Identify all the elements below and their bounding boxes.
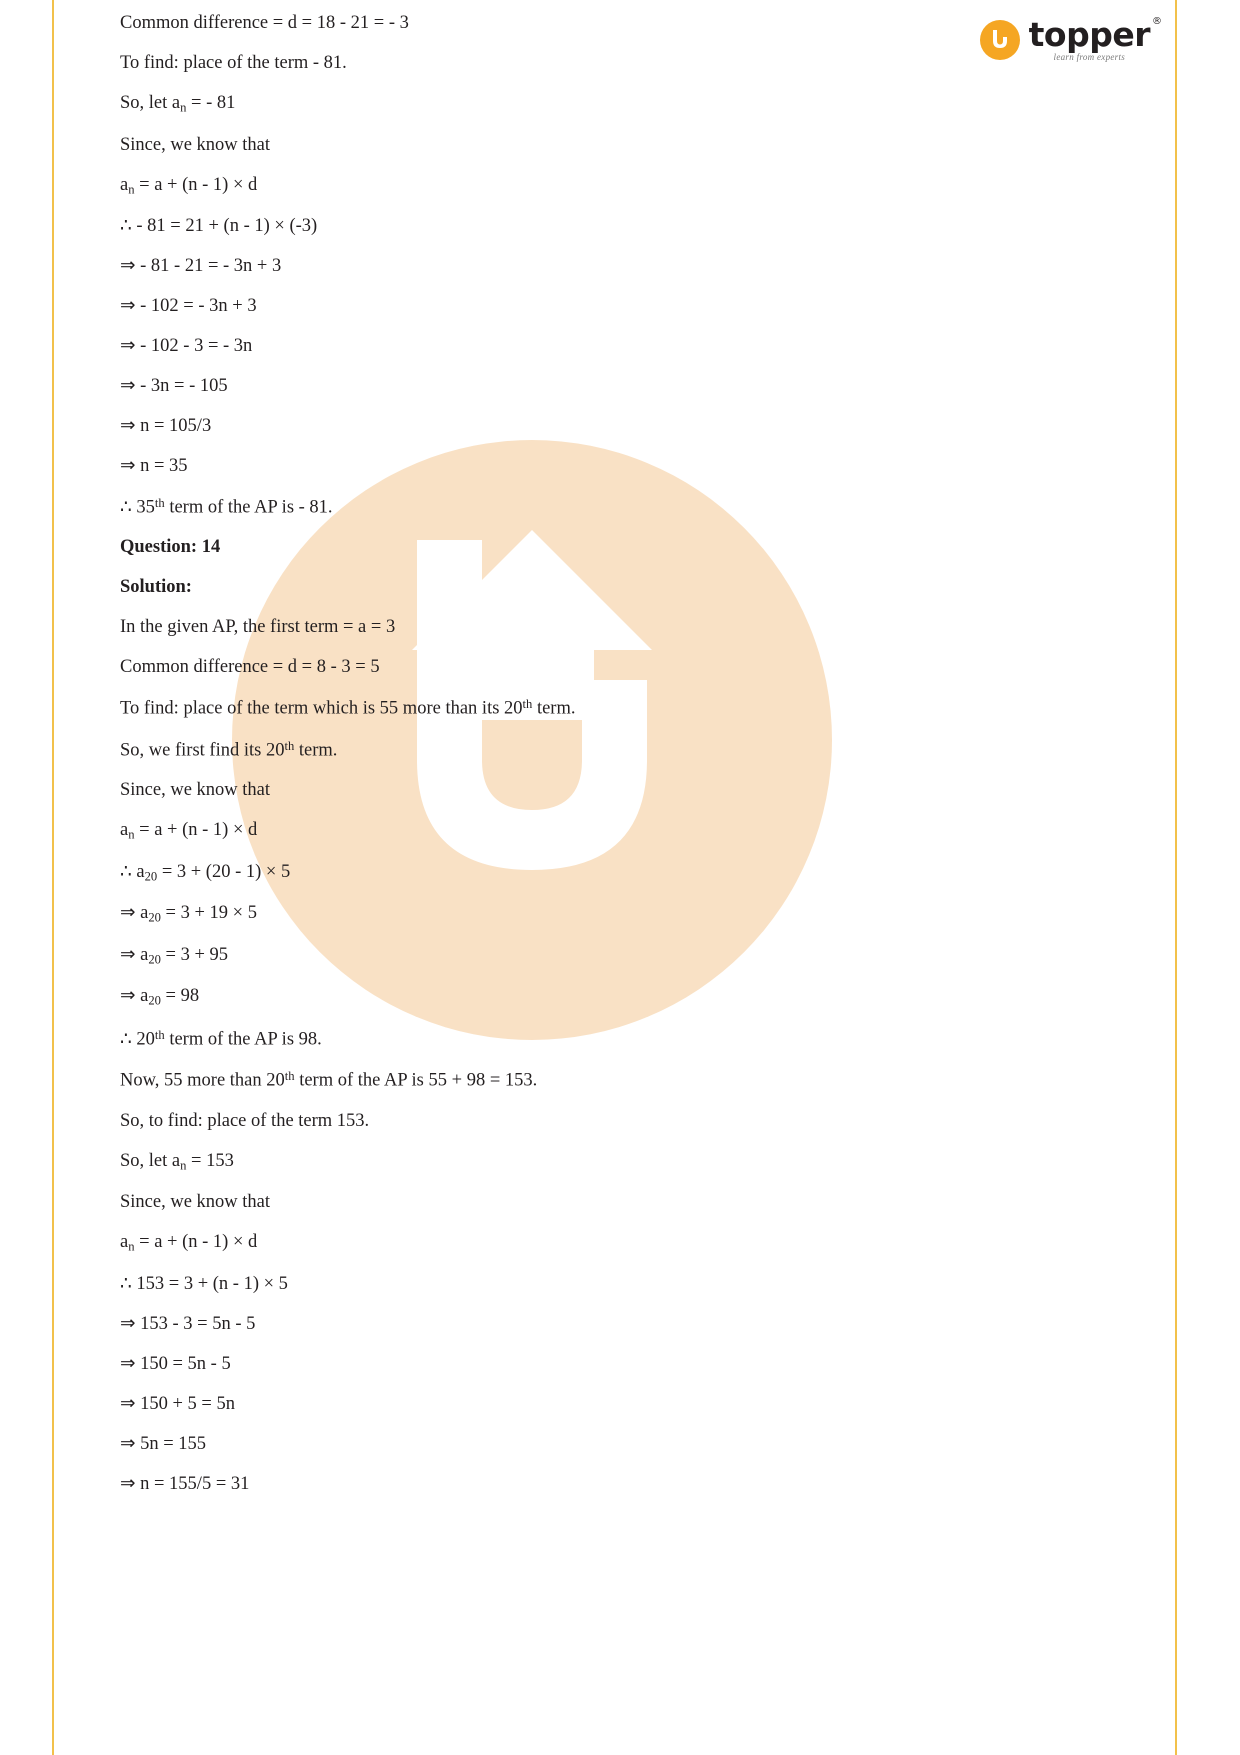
- text-line: Common difference = d = 18 - 21 = - 3: [120, 13, 409, 33]
- text-line: $a_n = a + (n - 1) \times d$: [120, 820, 258, 842]
- text-line: ⇒ n = 105/3: [120, 416, 212, 437]
- text-line: So, let $a_n = 153$: [120, 1150, 234, 1173]
- text-line: ⇒ 150 = 5n - 5: [120, 1353, 231, 1374]
- text-line: Since, we know that: [120, 1192, 271, 1213]
- text-line: ⇒ n = 35: [120, 456, 188, 477]
- solution-body: [120, 14, 1020, 1515]
- text-line: ⇒ n = 155/5 = 31: [120, 1473, 250, 1494]
- text-line: ⇒ - 3n = - 105: [120, 376, 228, 397]
- text-line: To find: place of the term - 81.: [120, 53, 347, 73]
- text-line: Solution:: [120, 577, 192, 598]
- text-line: ⇒ - 81 - 21 = - 3n + 3: [120, 256, 282, 277]
- text-line: Since, we know that: [120, 780, 271, 801]
- logo-mark-icon: [980, 20, 1020, 60]
- text-line: $a_n = a + (n - 1) \times d$: [120, 1232, 258, 1254]
- text-line: ⇒ 5n = 155: [120, 1433, 207, 1454]
- topper-logo: [980, 15, 1162, 62]
- text-line: In the given AP, the first term = a = 3: [120, 617, 396, 638]
- text-line: Question: 14: [120, 537, 221, 558]
- text-line: ⇒ 153 - 3 = 5n - 5: [120, 1313, 256, 1334]
- right-margin-rule: [1175, 0, 1177, 1755]
- logo-tagline: learn from experts: [1053, 52, 1126, 62]
- text-line: Since, we know that: [120, 134, 271, 155]
- left-margin-rule: [52, 0, 54, 1755]
- text-line: ⇒ $a_{20} = 3 + 19 \times 5$: [120, 903, 257, 925]
- text-line: ∴ - 81 = 21 + (n - 1) × (-3): [120, 216, 318, 237]
- text-line: ∴ 20th term of the AP is 98.: [120, 1028, 322, 1050]
- text-line: So, we first find its 20th term.: [120, 738, 338, 761]
- text-line: Now, 55 more than 20th term of the AP is 55 + 98 = 153.: [120, 1069, 538, 1091]
- text-line: So, to find: place of the term 153.: [120, 1110, 370, 1131]
- logo-registered-mark: ®: [1152, 16, 1162, 27]
- text-line: ∴ 35th term of the AP is - 81.: [120, 496, 333, 518]
- text-line: So, let $a_n$ = - 81: [120, 93, 236, 115]
- text-line: ⇒ 150 + 5 = 5n: [120, 1393, 235, 1414]
- text-line: To find: place of the term which is 55 more than its 20th term.: [120, 697, 576, 719]
- logo-wordmark: topper: [1028, 15, 1150, 54]
- text-line: $a_n = a + (n - 1) \times d$: [120, 174, 258, 197]
- text-line: ⇒ - 102 - 3 = - 3n: [120, 336, 253, 357]
- text-line: Common difference = d = 8 - 3 = 5: [120, 657, 380, 678]
- text-line: ∴ 153 = 3 + (n - 1) × 5: [120, 1273, 288, 1294]
- text-line: ⇒ $a_{20} = 3 + 95$: [120, 944, 229, 967]
- text-line: ⇒ $a_{20} = 98$: [120, 986, 200, 1008]
- text-line: ⇒ - 102 = - 3n + 3: [120, 296, 257, 317]
- text-line: ∴ $a_{20} = 3 + (20 - 1) \times 5$: [120, 861, 291, 884]
